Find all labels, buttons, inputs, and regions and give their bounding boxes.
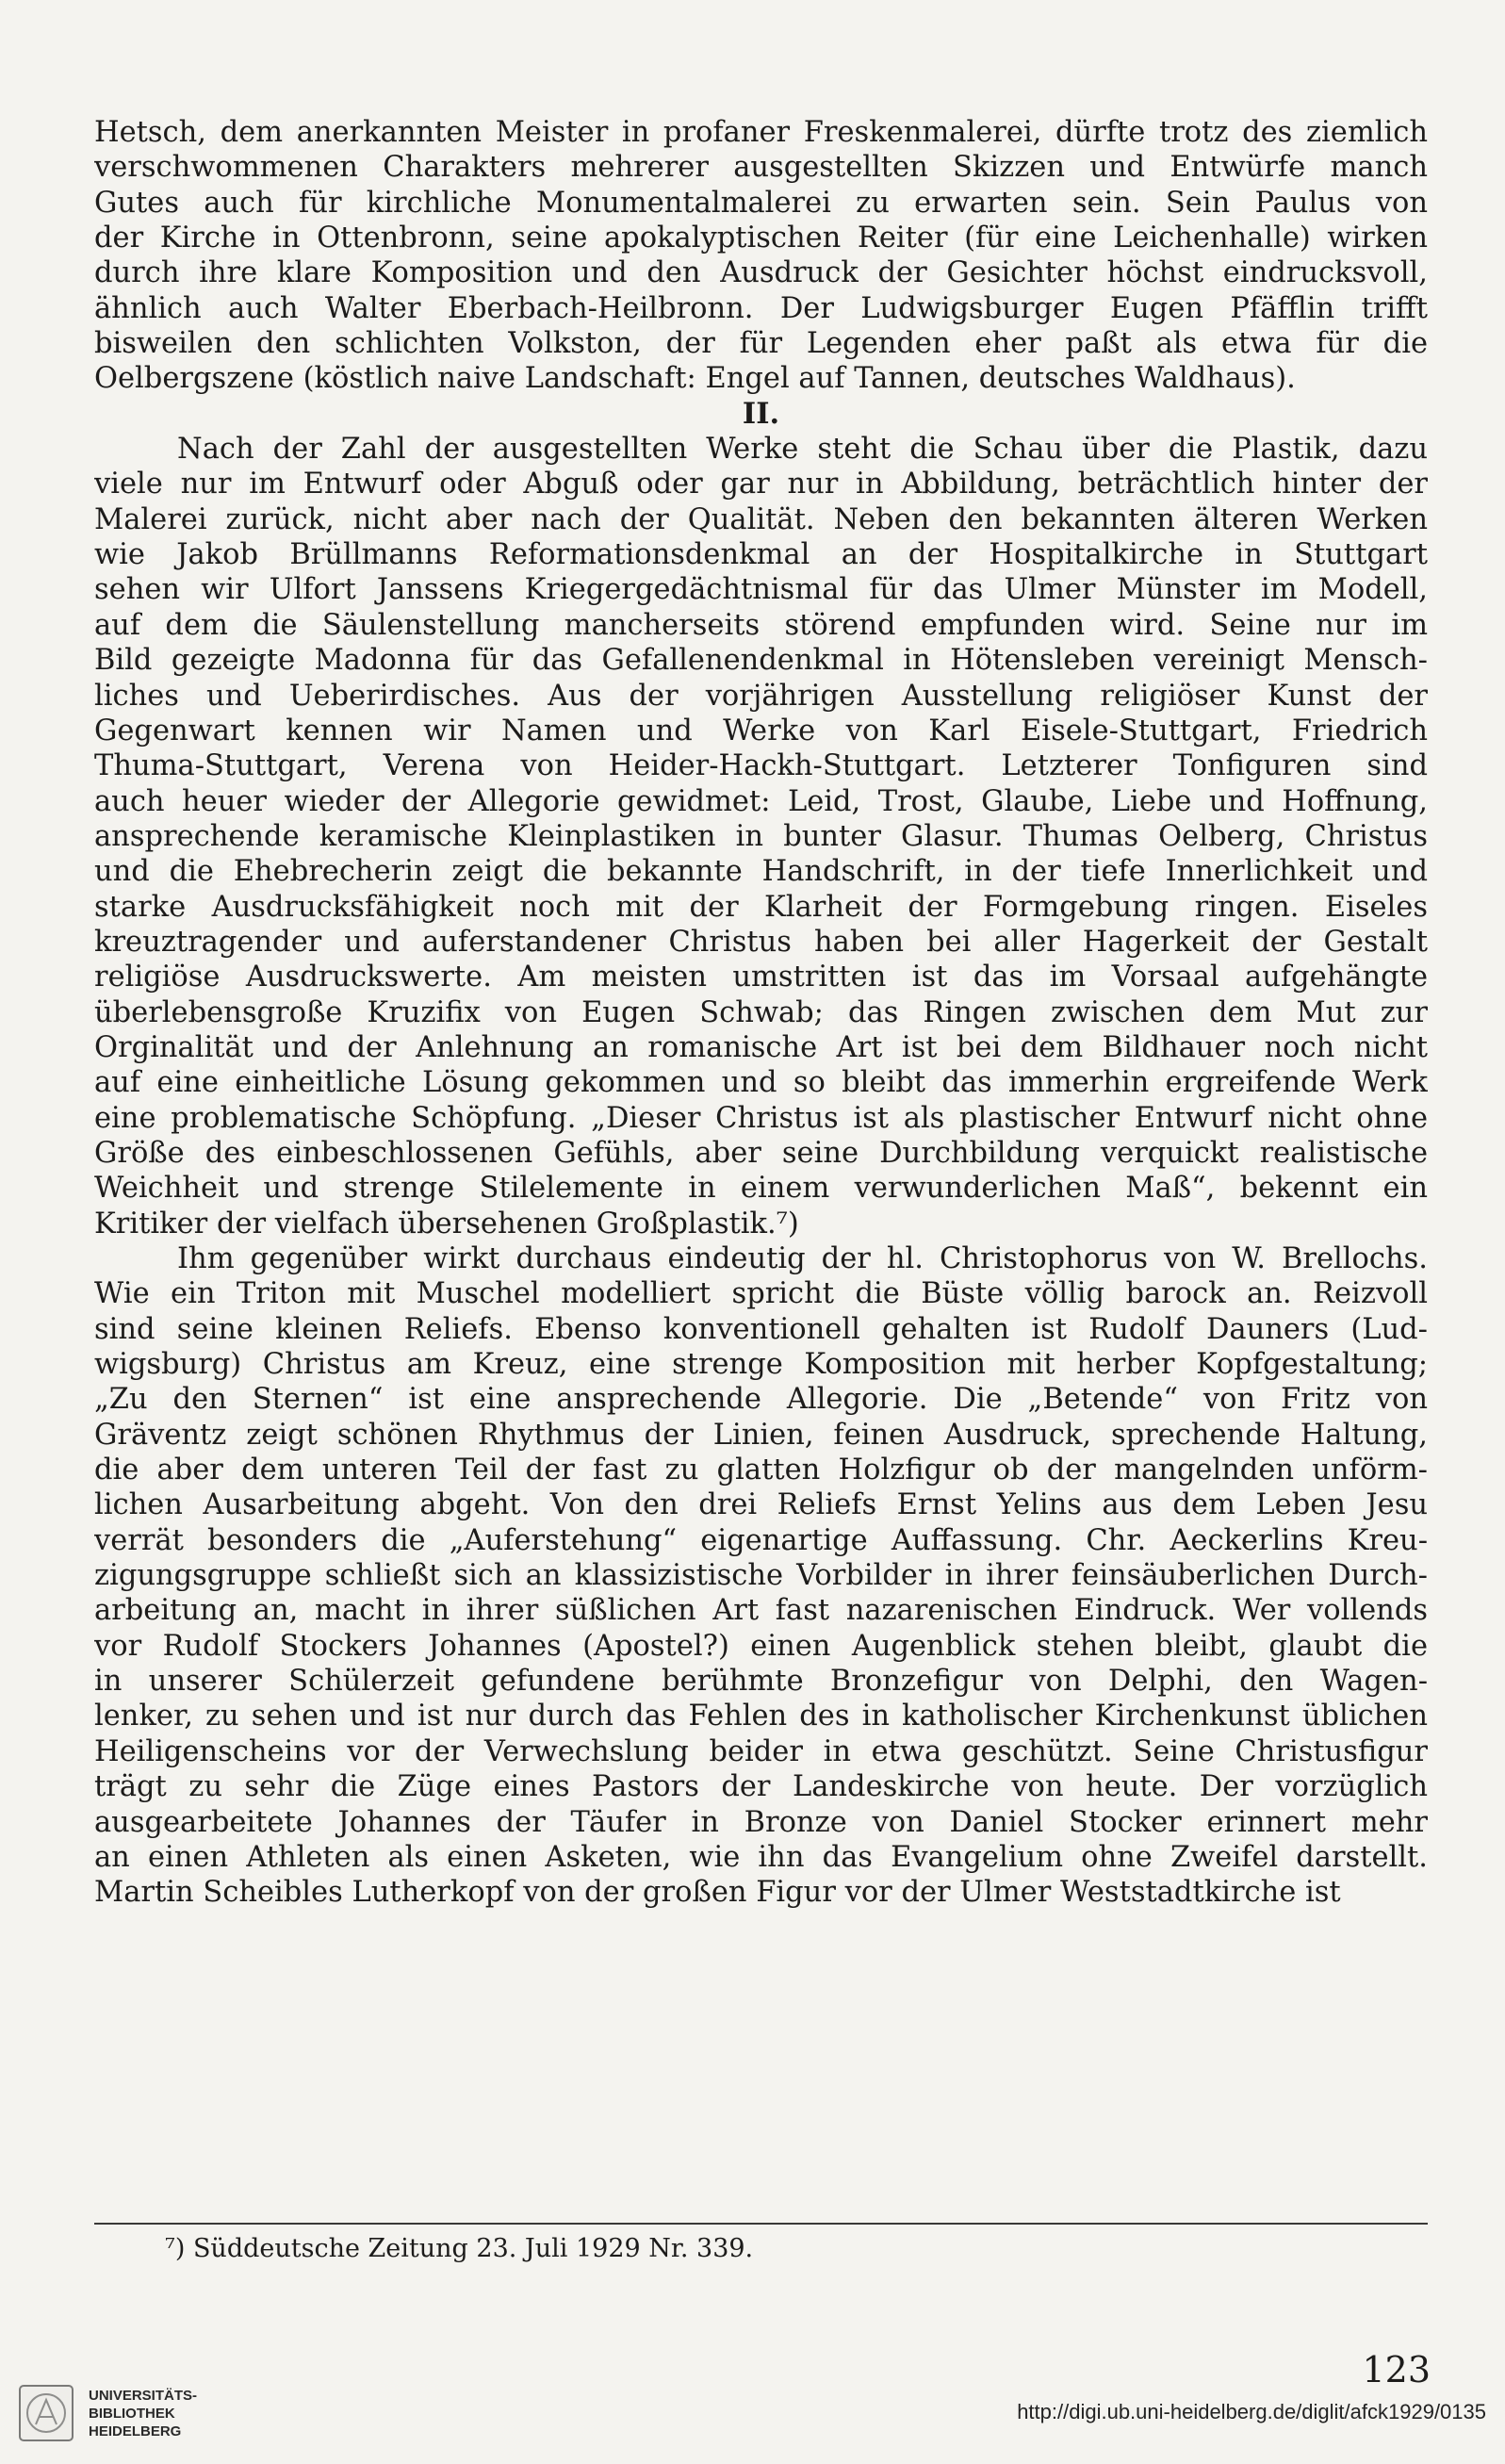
text-line: Orginalität und der Anlehnung an romanische Art ist bei dem Bildhauer noch nicht xyxy=(94,1030,1428,1064)
page-number: 123 xyxy=(1362,2349,1431,2390)
text-line: trägt zu sehr die Züge eines Pastors der Landeskirche von heute. Der vorzüglich xyxy=(94,1770,1428,1804)
library-name: UNIVERSITÄTS- BIBLIOTHEK HEIDELBERG xyxy=(89,2388,198,2439)
text-line: religiöse Ausdruckswerte. Am meisten umstritten ist das im Vorsaal aufgehängte xyxy=(94,961,1428,994)
text-line: Kritiker der vielfach übersehenen Großplastik.⁷) xyxy=(94,1207,799,1240)
text-line: bisweilen den schlichten Volkston, der für Legenden eher paßt als etwa für die xyxy=(94,327,1428,361)
text-line: eine problematische Schöpfung. „Dieser Christus ist als plastischer Entwurf nicht ohne xyxy=(94,1101,1428,1135)
text-line: wie Jakob Brüllmanns Reformationsdenkmal an der Hospitalkirche in Stuttgart xyxy=(94,538,1428,572)
text-line: durch ihre klare Komposition und den Ausdruck der Gesichter höchst eindrucksvoll, xyxy=(94,256,1428,290)
text-line: lichen Ausarbeitung abgeht. Von den drei Reliefs Ernst Yelins aus dem Leben Jesu xyxy=(94,1488,1428,1522)
text-line: kreuztragender und auferstandener Christus haben bei aller Hagerkeit der Gestalt xyxy=(94,925,1428,959)
text-line: und die Ehebrecherin zeigt die bekannte Handschrift, in der tiefe Innerlichkeit und xyxy=(94,855,1428,889)
text-line: ähnlich auch Walter Eberbach-Heilbronn. Der Ludwigsburger Eugen Pfäfflin trifft xyxy=(94,291,1428,325)
library-logo-icon xyxy=(17,2383,75,2443)
text-line: arbeitung an, macht in ihrer süßlichen Art fast nazarenischen Eindruck. Wer vollends xyxy=(94,1594,1428,1628)
text-line: Heiligenscheins vor der Verwechslung beider in etwa geschützt. Seine Christusfigur xyxy=(94,1734,1428,1768)
text-line: Weichheit und strenge Stilelemente in einem verwunderlichen Maß“, bekennt ein xyxy=(94,1172,1428,1206)
text-line: Martin Scheibles Lutherkopf von der großen Figur vor der Ulmer Weststadtkirche ist xyxy=(94,1876,1341,1910)
text-line: ansprechende keramische Kleinplastiken in bunter Glasur. Thumas Oelberg, Christus xyxy=(94,819,1428,853)
text-line: der Kirche in Ottenbronn, seine apokalyptischen Reiter (für eine Leichenhalle) wirken xyxy=(94,222,1428,255)
text-line: Bild gezeigte Madonna für das Gefallenendenkmal in Hötensleben vereinigt Mensch- xyxy=(94,644,1428,678)
text-line: Thuma-Stuttgart, Verena von Heider-Hackh-Stuttgart. Letzterer Tonfiguren sind xyxy=(94,749,1428,783)
text-line: Gräventz zeigt schönen Rhythmus der Linien, feinen Ausdruck, sprechende Haltung, xyxy=(94,1418,1428,1452)
text-line: Malerei zurück, nicht aber nach der Qualität. Neben den bekannten älteren Werken xyxy=(94,502,1428,536)
text-line: verrät besonders die „Auferstehung“ eigenartige Auffassung. Chr. Aeckerlins Kreu- xyxy=(94,1523,1428,1557)
section-heading: II. xyxy=(742,396,780,431)
footnote-rule xyxy=(94,2223,1428,2225)
body-text xyxy=(94,115,1428,1911)
text-line: sehen wir Ulfort Janssens Kriegergedächtnismal für das Ulmer Münster im Modell, xyxy=(94,573,1428,607)
text-line: Hetsch, dem anerkannten Meister in profaner Freskenmalerei, dürfte trotz des ziemlich xyxy=(94,116,1428,149)
text-line: Nach der Zahl der ausgestellten Werke steht die Schau über die Plastik, dazu xyxy=(177,433,1428,467)
text-line: auf dem die Säulenstellung mancherseits störend empfunden wird. Seine nur im xyxy=(94,608,1428,642)
text-line: Oelbergszene (köstlich naive Landschaft: Engel auf Tannen, deutsches Waldhaus). xyxy=(94,362,1296,396)
text-line: überlebensgroße Kruzifix von Eugen Schwab; das Ringen zwischen dem Mut zur xyxy=(94,995,1428,1029)
text-line: „Zu den Sternen“ ist eine ansprechende Allegorie. Die „Betende“ von Fritz von xyxy=(94,1383,1428,1417)
source-url[interactable]: http://digi.ub.uni-heidelberg.de/diglit/afck1929/0135 xyxy=(1017,2400,1486,2423)
text-line: auf eine einheitliche Lösung gekommen und so bleibt das immerhin ergreifende Werk xyxy=(94,1066,1428,1100)
text-line: an einen Athleten als einen Asketen, wie ihn das Evangelium ohne Zweifel darstellt. xyxy=(94,1840,1428,1874)
footnote: ⁷) Süddeutsche Zeitung 23. Juli 1929 Nr. 339. xyxy=(165,2234,754,2263)
text-line: in unserer Schülerzeit gefundene berühmte Bronzefigur von Delphi, den Wagen- xyxy=(94,1665,1428,1699)
text-line: lenker, zu sehen und ist nur durch das Fehlen des in katholischer Kirchenkunst üblichen xyxy=(94,1700,1428,1733)
text-line: Ihm gegenüber wirkt durchaus eindeutig der hl. Christophorus von W. Brellochs. xyxy=(177,1242,1428,1275)
text-line: Größe des einbeschlossenen Gefühls, aber seine Durchbildung verquickt realistische xyxy=(94,1136,1428,1170)
text-line: Wie ein Triton mit Muschel modelliert spricht die Büste völlig barock an. Reizvoll xyxy=(94,1277,1428,1311)
text-line: viele nur im Entwurf oder Abguß oder gar nur in Abbildung, beträchtlich hinter der xyxy=(94,468,1428,501)
text-line: zigungsgruppe schließt sich an klassizistische Vorbilder in ihrer feinsäuberlichen Durch- xyxy=(94,1559,1428,1593)
text-line: wigsburg) Christus am Kreuz, eine strenge Komposition mit herber Kopfgestaltung; xyxy=(94,1348,1428,1382)
text-line: starke Ausdrucksfähigkeit noch mit der Klarheit der Formgebung ringen. Eiseles xyxy=(94,890,1428,924)
text-line: auch heuer wieder der Allegorie gewidmet: Leid, Trost, Glaube, Liebe und Hoffnung, xyxy=(94,784,1428,818)
text-line: ausgearbeitete Johannes der Täufer in Bronze von Daniel Stocker erinnert mehr xyxy=(94,1805,1428,1839)
text-line: Gegenwart kennen wir Namen und Werke von Karl Eisele-Stuttgart, Friedrich xyxy=(94,714,1428,747)
text-line: vor Rudolf Stockers Johannes (Apostel?) einen Augenblick stehen bleibt, glaubt die xyxy=(94,1629,1428,1663)
text-line: verschwommenen Charakters mehrerer ausgestellten Skizzen und Entwürfe manch xyxy=(94,151,1428,185)
text-line: die aber dem unteren Teil der fast zu glatten Holzfigur ob der mangelnden unförm- xyxy=(94,1454,1428,1487)
text-line: Gutes auch für kirchliche Monumentalmalerei zu erwarten sein. Sein Paulus von xyxy=(94,186,1428,220)
text-line: sind seine kleinen Reliefs. Ebenso konventionell gehalten ist Rudolf Dauners (Lud- xyxy=(94,1312,1428,1346)
text-line: liches und Ueberirdisches. Aus der vorjährigen Ausstellung religiöser Kunst der xyxy=(94,679,1428,713)
